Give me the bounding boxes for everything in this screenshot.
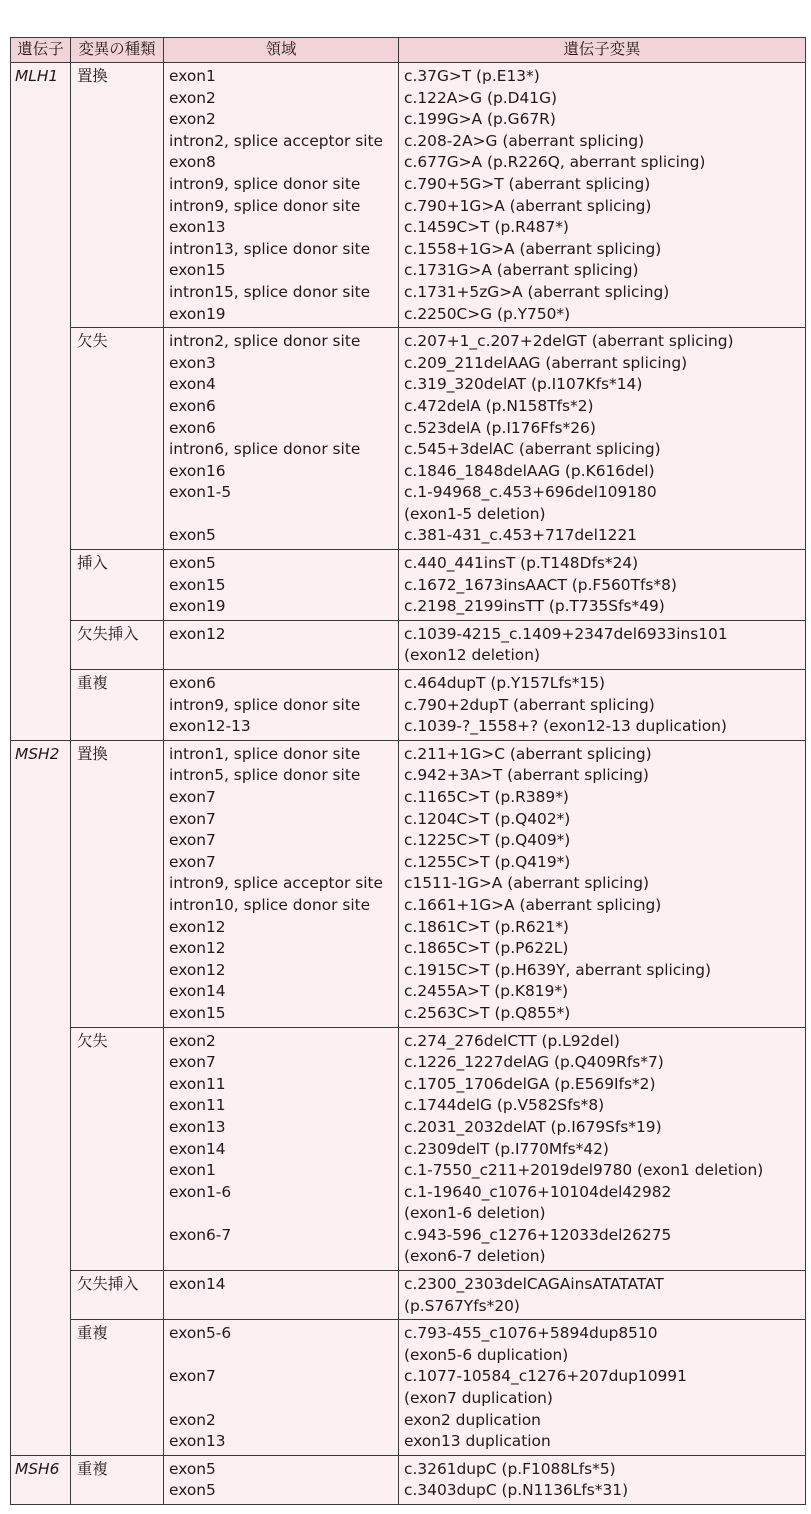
mutation-line: exon13 duplication	[404, 1432, 551, 1451]
mutation-line: c.790+5G>T (aberrant splicing)	[404, 174, 651, 193]
header-gene: 遺伝子	[11, 38, 71, 63]
mutation-line: c.1226_1227delAG (p.Q409Rfs*7)	[404, 1053, 664, 1072]
region-cell	[164, 740, 399, 1027]
region-line: exon7	[169, 852, 216, 871]
region-line: exon5	[169, 554, 216, 573]
gene-name-cell	[11, 63, 71, 741]
mutation-line: c.1861C>T (p.R621*)	[404, 917, 569, 936]
table-row	[11, 620, 806, 669]
region-line: intron5, splice donor site	[169, 766, 361, 785]
region-line: exon2	[169, 88, 216, 107]
region-line: exon6-7	[169, 1225, 232, 1244]
region-cell	[164, 1455, 399, 1504]
mutation-line: c.381-431_c.453+717del1221	[404, 526, 638, 545]
region-line: exon12	[169, 917, 226, 936]
region-line: exon5	[169, 526, 216, 545]
mutation-line: c.3403dupC (p.N1136Lfs*31)	[404, 1481, 629, 1500]
mutation-type-cell	[71, 550, 164, 621]
mutation-cell	[399, 620, 806, 669]
region-line: intron9, splice acceptor site	[169, 874, 384, 893]
mutation-line: c.1705_1706delGA (p.E569Ifs*2)	[404, 1074, 656, 1093]
mutation-type-cell	[71, 740, 164, 1027]
mutation-line: c.2198_2199insTT (p.T735Sfs*49)	[404, 597, 665, 616]
mutation-line: c.1846_1848delAAG (p.K616del)	[404, 461, 655, 480]
region-cell	[164, 1271, 399, 1320]
mutation-line: c.793-455_c1076+5894dup8510	[404, 1324, 658, 1343]
mutation-line: c.2455A>T (p.K819*)	[404, 982, 569, 1001]
region-line: exon1	[169, 1161, 216, 1180]
region-line: exon7	[169, 1053, 216, 1072]
mutation-type-cell	[71, 1455, 164, 1504]
mutation-cell	[399, 740, 806, 1027]
region-line: exon13	[169, 1432, 226, 1451]
mutation-cell	[399, 328, 806, 550]
mutation-line: c.1225C>T (p.Q409*)	[404, 831, 571, 850]
table-row	[11, 670, 806, 741]
table-body	[11, 63, 806, 1505]
mutation-type-cell	[71, 328, 164, 550]
region-line: intron10, splice donor site	[169, 895, 371, 914]
region-line: intron6, splice donor site	[169, 440, 361, 459]
region-line: exon12	[169, 960, 226, 979]
region-line: exon14	[169, 982, 226, 1001]
region-line: exon8	[169, 153, 216, 172]
mutation-type: 欠失	[77, 1031, 108, 1050]
region-line: exon11	[169, 1074, 226, 1093]
mutation-line: c.1-7550_c211+2019del9780 (exon1 deletion)	[404, 1161, 764, 1180]
mutation-line: c.790+2dupT (aberrant splicing)	[404, 695, 655, 714]
mutation-line: c.440_441insT (p.T148Dfs*24)	[404, 554, 639, 573]
mutation-cell	[399, 1320, 806, 1456]
mutation-line: c.790+1G>A (aberrant splicing)	[404, 196, 652, 215]
region-line: exon5-6	[169, 1324, 232, 1343]
mutation-line: c.209_211delAAG (aberrant splicing)	[404, 353, 688, 372]
table-row	[11, 1027, 806, 1271]
mutation-line: exon2 duplication	[404, 1410, 541, 1429]
mutation-line: c.319_320delAT (p.I107Kfs*14)	[404, 375, 643, 394]
mutation-line-continued: (exon1-6 deletion)	[404, 1204, 546, 1223]
mutation-line: c.37G>T (p.E13*)	[404, 67, 540, 85]
table-row	[11, 740, 806, 1027]
mutation-line: c.207+1_c.207+2delGT (aberrant splicing)	[404, 332, 734, 351]
mutation-line: c.1661+1G>A (aberrant splicing)	[404, 895, 662, 914]
region-line: intron1, splice donor site	[169, 744, 361, 763]
mutation-type-cell	[71, 1271, 164, 1320]
mutation-line: c.2250C>G (p.Y750*)	[404, 304, 571, 323]
mutation-line: c.211+1G>C (aberrant splicing)	[404, 744, 652, 763]
table-row	[11, 63, 806, 328]
table-row	[11, 1320, 806, 1456]
mutation-line: c.942+3A>T (aberrant splicing)	[404, 766, 649, 785]
region-line: exon1-6	[169, 1182, 232, 1201]
mutation-type: 欠失挿入	[77, 1275, 139, 1294]
mutation-cell	[399, 1271, 806, 1320]
table-row	[11, 1455, 806, 1504]
header-row	[11, 38, 806, 63]
mutation-line: c.472delA (p.N158Tfs*2)	[404, 396, 594, 415]
region-line: exon19	[169, 597, 226, 616]
region-line: intron13, splice donor site	[169, 239, 371, 258]
mutation-line: c.943-596_c1276+12033del26275	[404, 1225, 672, 1244]
region-cell	[164, 550, 399, 621]
mutation-cell	[399, 670, 806, 741]
table-row	[11, 328, 806, 550]
region-line: exon14	[169, 1139, 226, 1158]
gene-name-cell	[11, 1455, 71, 1504]
mutation-line: c.208-2A>G (aberrant splicing)	[404, 131, 645, 150]
region-line: exon15	[169, 1003, 226, 1022]
mutation-line: c.2309delT (p.I770Mfs*42)	[404, 1139, 609, 1158]
mutation-type: 重複	[77, 1459, 108, 1478]
mutation-line: c.1731+5zG>A (aberrant splicing)	[404, 282, 670, 301]
region-line: exon6	[169, 396, 216, 415]
mutation-line-continued: (exon7 duplication)	[404, 1389, 553, 1408]
mutation-line: c.1165C>T (p.R389*)	[404, 788, 569, 806]
region-line: intron9, splice donor site	[169, 196, 361, 215]
mutation-type: 欠失	[77, 332, 108, 351]
region-line: intron2, splice acceptor site	[169, 131, 384, 150]
region-line: exon5	[169, 1459, 216, 1478]
mutation-line: c.1-19640_c1076+10104del42982	[404, 1182, 672, 1201]
region-spacer	[169, 1203, 394, 1225]
region-line: exon14	[169, 1275, 226, 1294]
mutation-type: 挿入	[77, 554, 108, 573]
region-line: exon4	[169, 375, 216, 394]
mutation-line: c.1039-?_1558+? (exon12-13 duplication)	[404, 717, 727, 736]
mutation-type: 重複	[77, 1324, 108, 1343]
mutation-type-cell	[71, 670, 164, 741]
region-spacer	[169, 1345, 394, 1367]
region-line: exon11	[169, 1096, 226, 1115]
region-spacer	[169, 1296, 394, 1318]
mutation-cell	[399, 1455, 806, 1504]
region-line: exon12	[169, 624, 226, 643]
region-line: exon1-5	[169, 483, 232, 502]
mutation-line: c.464dupT (p.Y157Lfs*15)	[404, 674, 606, 693]
mutation-line-continued: (exon12 deletion)	[404, 646, 540, 665]
region-line: exon6	[169, 418, 216, 437]
region-line: exon2	[169, 1410, 216, 1429]
mutation-line: c.1865C>T (p.P622L)	[404, 939, 569, 958]
mutation-line: c.1077-10584_c1276+207dup10991	[404, 1367, 687, 1386]
mutation-line-continued: (exon1-5 deletion)	[404, 504, 546, 523]
region-line: intron9, splice donor site	[169, 174, 361, 193]
mutation-line: c.523delA (p.I176Ffs*26)	[404, 418, 596, 437]
region-line: exon15	[169, 575, 226, 594]
mutation-line: c.1731G>A (aberrant splicing)	[404, 261, 639, 280]
mutation-line: c.2031_2032delAT (p.I679Sfs*19)	[404, 1117, 662, 1136]
region-spacer	[169, 645, 394, 667]
region-line: exon19	[169, 304, 226, 323]
region-line: exon1	[169, 67, 216, 85]
mutation-cell	[399, 550, 806, 621]
region-line: exon7	[169, 809, 216, 828]
mutation-line-continued: (p.S767Yfs*20)	[404, 1296, 520, 1315]
region-cell	[164, 670, 399, 741]
mutation-line: c.2300_2303delCAGAinsATATATAT	[404, 1275, 664, 1294]
gene-name: MLH1	[15, 67, 59, 85]
table-row	[11, 1271, 806, 1320]
mutation-line: c.1672_1673insAACT (p.F560Tfs*8)	[404, 575, 677, 594]
mutation-line: c.1255C>T (p.Q419*)	[404, 852, 571, 871]
region-line: exon15	[169, 261, 226, 280]
mutation-cell	[399, 63, 806, 328]
region-line: intron2, splice donor site	[169, 332, 361, 351]
mutation-line: c.122A>G (p.D41G)	[404, 88, 558, 107]
mutation-type: 置換	[77, 67, 108, 85]
mutation-line: c.1744delG (p.V582Sfs*8)	[404, 1096, 605, 1115]
region-cell	[164, 1320, 399, 1456]
mutation-line: c.545+3delAC (aberrant splicing)	[404, 440, 661, 459]
region-cell	[164, 328, 399, 550]
mutation-line: c.199G>A (p.G67R)	[404, 110, 556, 129]
region-line: exon12-13	[169, 717, 251, 736]
mutation-line: c.1915C>T (p.H639Y, aberrant splicing)	[404, 960, 712, 979]
region-line: exon7	[169, 831, 216, 850]
region-line: exon3	[169, 353, 216, 372]
mutation-line: c.1039-4215_c.1409+2347del6933ins101	[404, 624, 728, 643]
table-row	[11, 550, 806, 621]
mutation-line-continued: (exon6-7 deletion)	[404, 1247, 546, 1266]
mutation-line: c1511-1G>A (aberrant splicing)	[404, 874, 649, 893]
mutation-type-cell	[71, 1027, 164, 1271]
mutation-type-cell	[71, 63, 164, 328]
header-region: 領域	[164, 38, 399, 63]
region-cell	[164, 63, 399, 328]
mutation-cell	[399, 1027, 806, 1271]
region-line: intron9, splice donor site	[169, 695, 361, 714]
gene-name: MSH2	[15, 744, 60, 763]
region-spacer	[169, 1246, 394, 1268]
mutation-line: c.1-94968_c.453+696del109180	[404, 483, 657, 502]
region-line: exon7	[169, 1367, 216, 1386]
mutation-line: c.274_276delCTT (p.L92del)	[404, 1031, 620, 1050]
gene-name: MSH6	[15, 1459, 60, 1478]
region-spacer	[169, 1388, 394, 1410]
region-spacer	[169, 504, 394, 526]
region-line: exon13	[169, 1117, 226, 1136]
mutation-type: 欠失挿入	[77, 624, 139, 643]
mutation-type-cell	[71, 1320, 164, 1456]
region-cell	[164, 620, 399, 669]
gene-name-cell	[11, 740, 71, 1455]
header-mutation-type: 変異の種類	[71, 38, 164, 63]
mutation-line-continued: (exon5-6 duplication)	[404, 1345, 569, 1364]
mutation-line: c.2563C>T (p.Q855*)	[404, 1003, 571, 1022]
region-line: exon12	[169, 939, 226, 958]
mutation-type-cell	[71, 620, 164, 669]
mutation-line: c.3261dupC (p.F1088Lfs*5)	[404, 1459, 616, 1478]
mutation-table	[10, 37, 806, 1505]
region-line: exon7	[169, 788, 216, 806]
region-line: exon2	[169, 1031, 216, 1050]
region-line: exon2	[169, 110, 216, 129]
header-gene-mutation: 遺伝子変異	[399, 38, 806, 63]
mutation-line: c.1459C>T (p.R487*)	[404, 218, 569, 237]
mutation-line: c.677G>A (p.R226Q, aberrant splicing)	[404, 153, 706, 172]
mutation-type: 置換	[77, 744, 108, 763]
region-line: intron15, splice donor site	[169, 282, 371, 301]
region-line: exon5	[169, 1481, 216, 1500]
mutation-line: c.1558+1G>A (aberrant splicing)	[404, 239, 662, 258]
region-line: exon16	[169, 461, 226, 480]
region-line: exon6	[169, 674, 216, 693]
mutation-line: c.1204C>T (p.Q402*)	[404, 809, 571, 828]
region-cell	[164, 1027, 399, 1271]
mutation-type: 重複	[77, 674, 108, 693]
region-line: exon13	[169, 218, 226, 237]
